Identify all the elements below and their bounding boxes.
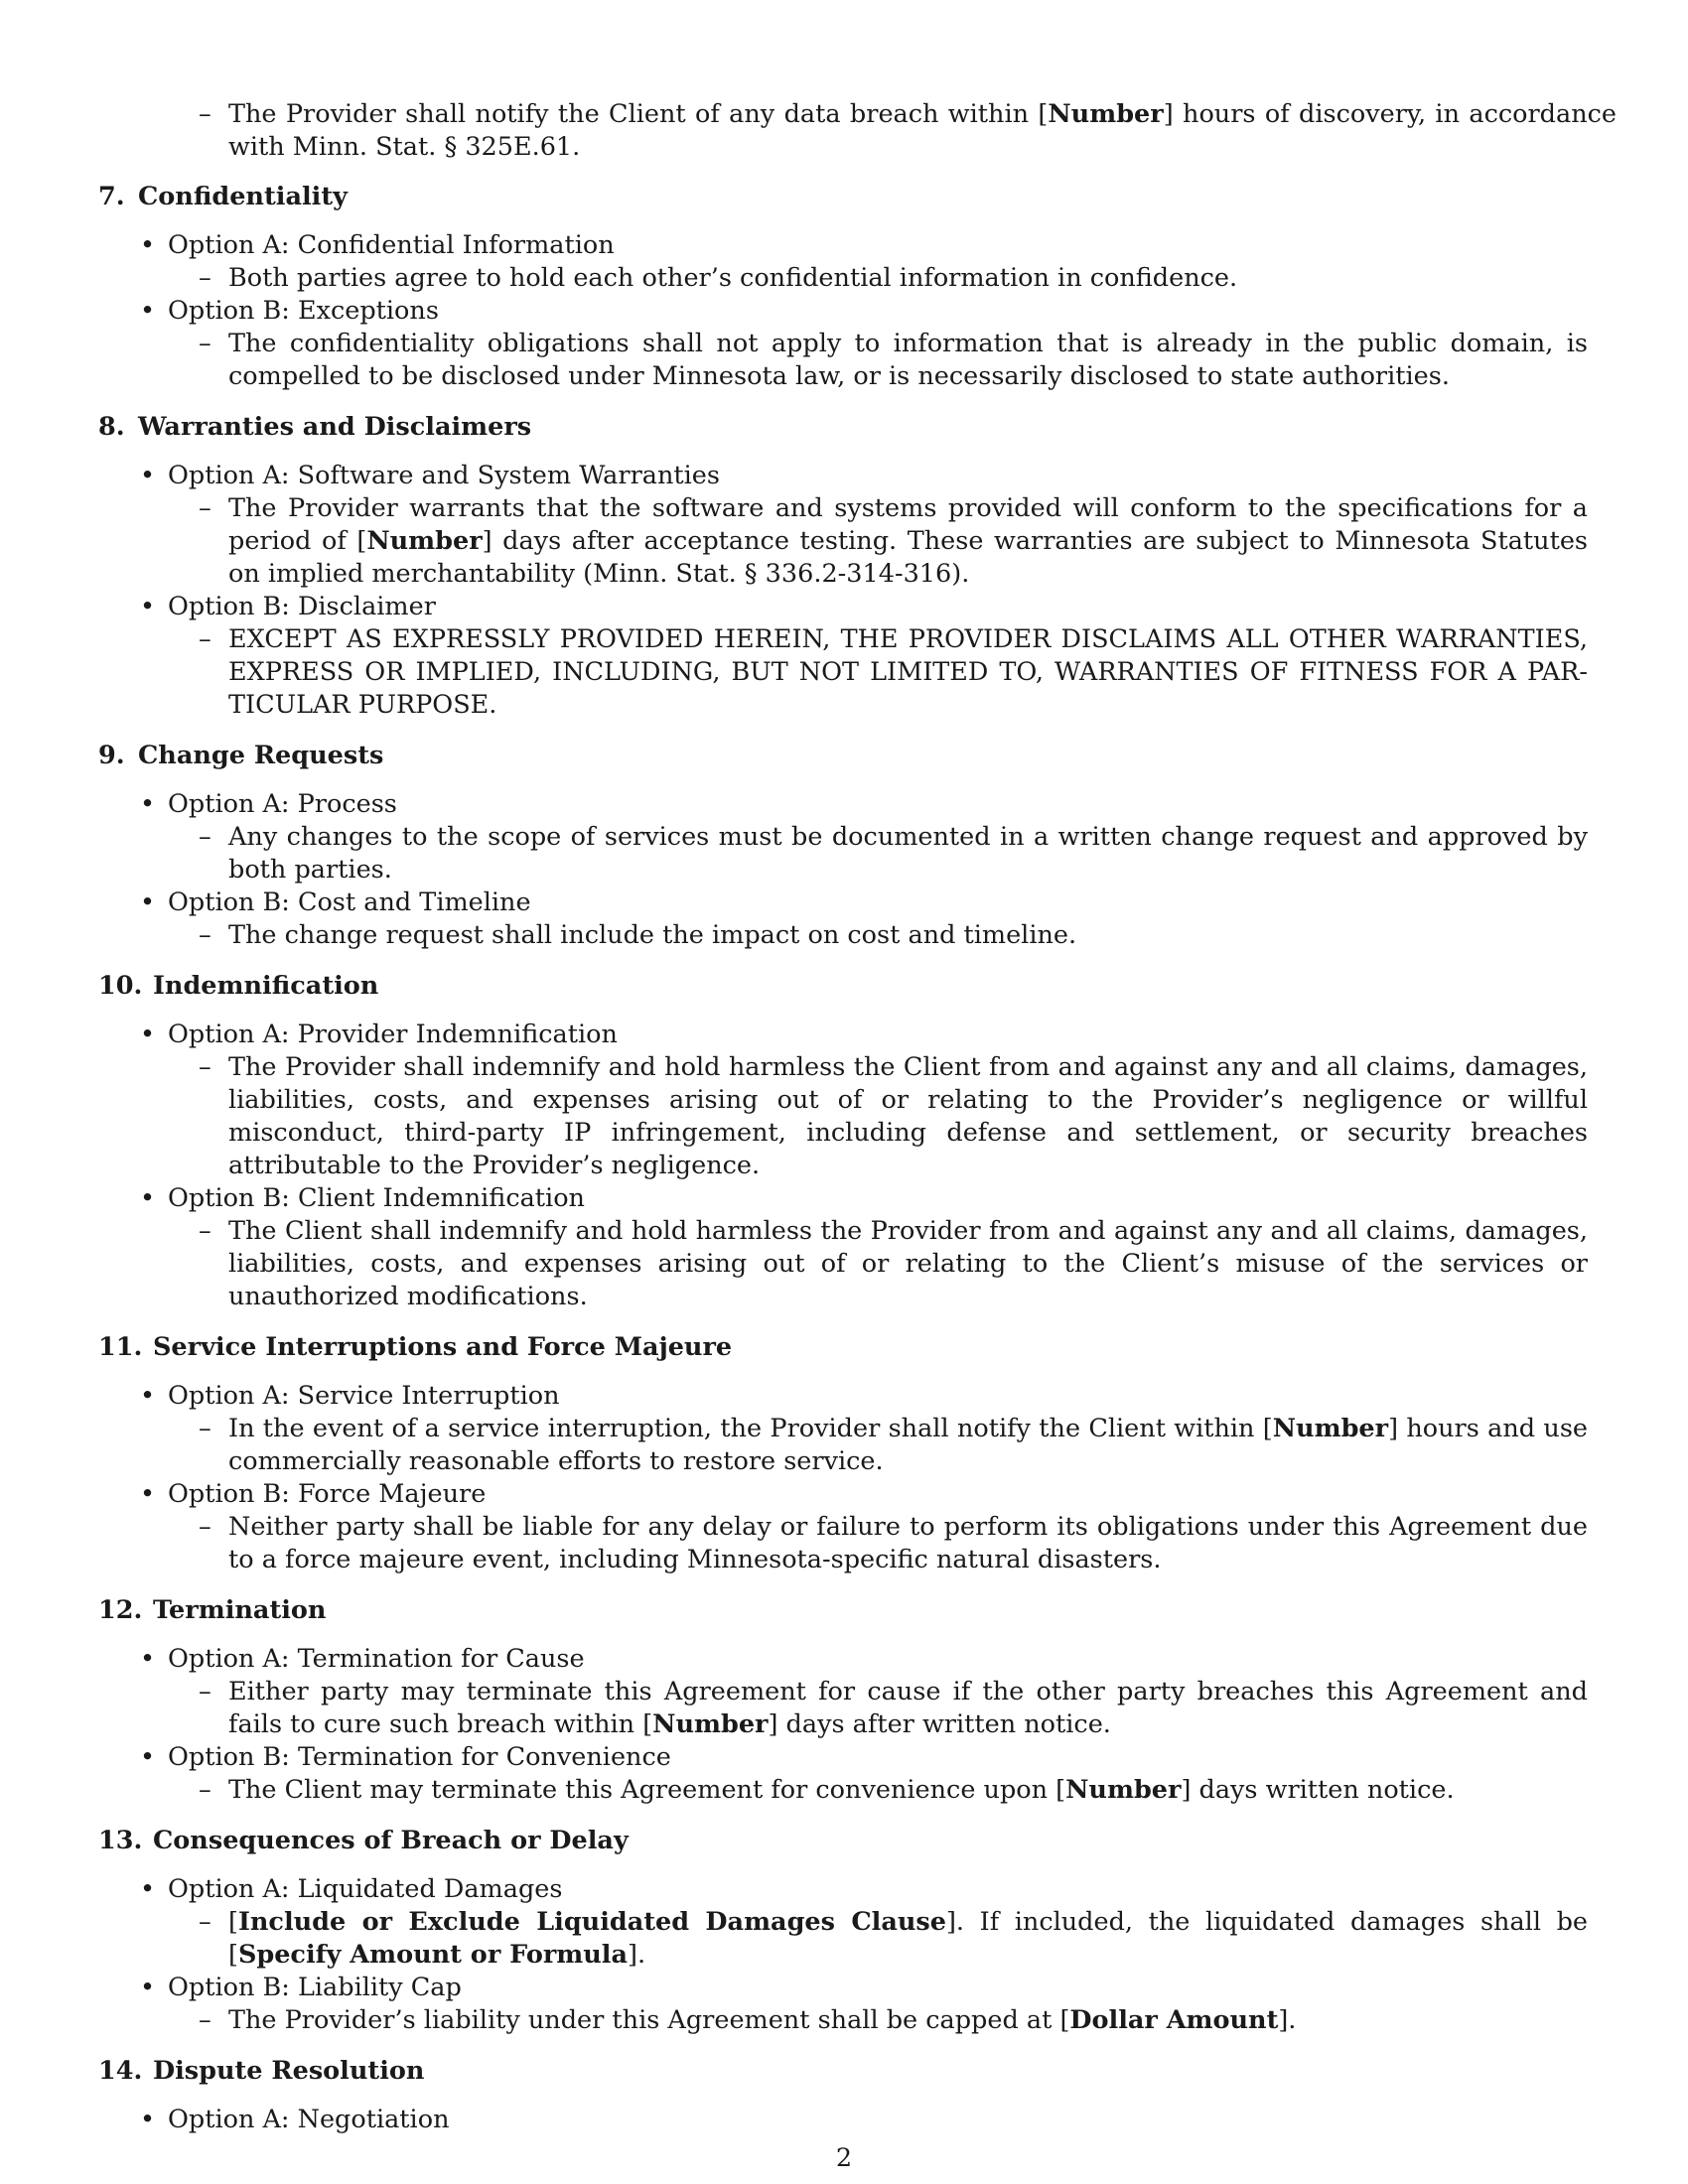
clause-text: ] days after written notice. [768,1709,1111,1739]
option-item [98,887,1588,919]
option-label: Option B: Cost and Timeline [168,887,531,917]
clause-text: ]. [1278,2005,1297,2035]
option-item [98,591,1588,623]
section-heading: Change Requests [138,741,384,770]
section-heading: Dispute Resolution [153,2056,425,2086]
dash-marker: – [199,822,211,852]
section-title [98,2055,1588,2088]
placeholder-field: Number [652,1709,769,1739]
bullet-marker: • [140,1644,156,1674]
section [98,181,1588,393]
option-text [98,821,1588,887]
placeholder-field: Number [1065,1775,1182,1805]
section-number: 14. [98,2056,143,2086]
section-number: 10. [98,971,143,1001]
bullet-marker: • [140,1973,156,2002]
clause-text: Neither party shall be liable for any delay or failure to perform its obligations under this Agreement due to a force majeure event, including Minnesota-specific natural disasters. [228,1512,1588,1574]
option-item [98,1972,1588,2004]
option-text [98,623,1588,722]
clause-text: ] hours and use commercially reasonable efforts to restore service. [228,1414,1588,1476]
bullet-marker: • [140,461,156,490]
section-heading: Consequences of Breach or Delay [153,1826,629,1855]
option-label: Option A: Provider Indemnification [168,1020,618,1049]
option-label: Option A: Software and System Warranties [168,461,720,490]
clause-text: ]. [628,1940,646,1970]
placeholder-field: Specify Amount or Formula [237,1940,629,1970]
section [98,740,1588,952]
bullet-marker: • [140,1742,156,1772]
section [98,1331,1588,1576]
section-number: 12. [98,1595,143,1625]
option-item [98,229,1588,262]
option-item [98,1019,1588,1051]
lead-text: The Provider shall notify the Client of any data breach within [Number] hours of discovery, in accordance with Minn. Stat. § 325E.61. [228,99,1617,162]
dash-marker: – [199,493,211,523]
section-heading: Termination [153,1595,327,1625]
clause-text: Either party may terminate this Agreement for cause if the other party breaches this Agreement and fails to cure such breach within [ [228,1677,1588,1739]
option-text [98,1676,1588,1741]
lead-sub-item [199,98,1617,164]
section [98,2055,1588,2136]
clause-text: In the event of a service interruption, the Provider shall notify the Client within [ [228,1414,1273,1443]
dash-marker: – [199,99,211,129]
option-label: Option A: Process [168,789,397,819]
section-title [98,1825,1588,1857]
option-label: Option A: Liquidated Damages [168,1874,563,1904]
option-label: Option B: Force Majeure [168,1479,487,1509]
clause-text: The Provider warrants that the software and systems provided will conform to the specifications for a period of [ [228,493,1588,556]
dash-marker: – [199,624,211,654]
option-text [98,1906,1588,1972]
section [98,411,1588,722]
clause-text: The change request shall include the impact on cost and timeline. [228,920,1077,950]
dash-marker: – [199,1414,211,1443]
section-heading: Indemnification [153,971,379,1001]
section-heading: Confidentiality [138,182,348,211]
option-label: Option B: Termination for Convenience [168,1742,671,1772]
clause-text: Any changes to the scope of services must be documented in a written change request and approved by both parties. [228,822,1588,885]
dash-marker: – [199,2005,211,2035]
section-heading: Service Interruptions and Force Majeure [153,1332,733,1362]
option-label: Option A: Confidential Information [168,230,615,260]
section [98,970,1588,1313]
clause-text: Both parties agree to hold each other’s confidential information in confidence. [228,263,1238,293]
option-text [98,919,1588,952]
section-number: 7. [98,182,125,211]
option-label: Option B: Disclaimer [168,592,436,621]
page-number: 2 [835,2143,853,2173]
option-text [98,492,1588,591]
section-title [98,1594,1588,1627]
section-number: 11. [98,1332,143,1362]
option-item [98,1478,1588,1511]
dash-marker: – [199,1775,211,1805]
bullet-marker: • [140,1479,156,1509]
dash-marker: – [199,1677,211,1706]
option-text [98,262,1588,295]
dash-marker: – [199,1907,211,1937]
dash-marker: – [199,1216,211,1246]
bullet-marker: • [140,2105,156,2134]
clause-text: EXCEPT AS EXPRESSLY PROVIDED HEREIN, THE PROVIDER DISCLAIMS ALL OTHER WARRANTIES, EXPRESS OR IMPLIED, INCLUDING, BUT NOT LIMITED TO, WARRANTIES OF FITNESS FOR A PARTICULAR PURPOSE. [228,624,1588,720]
sections-list [98,181,1588,2154]
clause-text: ]. If included, the liquidated damages shall be [ [228,1907,1588,1970]
bullet-marker: • [140,592,156,621]
section-title [98,740,1588,772]
bullet-marker: • [140,1381,156,1411]
dash-marker: – [199,329,211,358]
section [98,1825,1588,2037]
option-label: Option A: Negotiation [168,2105,450,2134]
bullet-marker: • [140,887,156,917]
option-item [98,295,1588,328]
option-label: Option A: Service Interruption [168,1381,560,1411]
section-title [98,1331,1588,1364]
option-item [98,2104,1588,2136]
dash-marker: – [199,920,211,950]
dash-marker: – [199,1052,211,1082]
option-label: Option B: Exceptions [168,296,439,326]
option-text [98,2004,1588,2037]
clause-text: ] days after acceptance testing. These warranties are subject to Minnesota Statutes on implied merchantability (Minn. Stat. § 336.2-314-316). [228,526,1588,589]
option-item [98,1182,1588,1215]
option-text [98,1215,1588,1313]
clause-text: The Provider’s liability under this Agreement shall be capped at [ [228,2005,1070,2035]
bullet-marker: • [140,1020,156,1049]
bullet-marker: • [140,1874,156,1904]
option-label: Option B: Client Indemnification [168,1183,585,1213]
option-item [98,1380,1588,1413]
section-number: 13. [98,1826,143,1855]
option-item [98,1741,1588,1774]
placeholder-field: Number [1272,1414,1389,1443]
bullet-marker: • [140,296,156,326]
option-label: Option B: Liability Cap [168,1973,462,2002]
bullet-marker: • [140,230,156,260]
option-text [98,1051,1588,1182]
section-title [98,411,1588,444]
bullet-marker: • [140,789,156,819]
option-text [98,1413,1588,1478]
option-item [98,1643,1588,1676]
placeholder-field: Include or Exclude Liquidated Damages Clause [237,1907,946,1937]
section [98,1594,1588,1807]
option-item [98,788,1588,821]
option-label: Option A: Termination for Cause [168,1644,585,1674]
placeholder-field: Number [366,526,483,556]
placeholder-field: Dollar Amount [1069,2005,1279,2035]
section-heading: Warranties and Disclaimers [138,412,532,442]
dash-marker: – [199,1512,211,1542]
clause-text: The Provider shall indemnify and hold harmless the Client from and against any and all claims, damages, liabilities, costs, and expenses arising out of or relating to the Provider’s negligence or willful misconduct, third-party IP infringement, including defense and settlement, or security breaches attributable to the Provider’s negligence. [228,1052,1588,1180]
section-title [98,181,1588,213]
section-number: 8. [98,412,125,442]
bullet-marker: • [140,1183,156,1213]
clause-text: The confidentiality obligations shall not apply to information that is already in the public domain, is compelled to be disclosed under Minnesota law, or is necessarily disclosed to state authorities. [228,329,1588,391]
section-number: 9. [98,741,125,770]
clause-text: [ [228,1907,238,1937]
option-text [98,1774,1588,1807]
clause-text: The Client shall indemnify and hold harmless the Provider from and against any and all claims, damages, liabilities, costs, and expenses arising out of or relating to the Client’s misuse of the services or unauthorized modifications. [228,1216,1588,1311]
clause-text: The Client may terminate this Agreement for convenience upon [ [228,1775,1066,1805]
dash-marker: – [199,263,211,293]
option-item [98,460,1588,492]
section-title [98,970,1588,1003]
option-text [98,1511,1588,1576]
option-item [98,1873,1588,1906]
option-text [98,328,1588,393]
clause-text: ] days written notice. [1181,1775,1455,1805]
